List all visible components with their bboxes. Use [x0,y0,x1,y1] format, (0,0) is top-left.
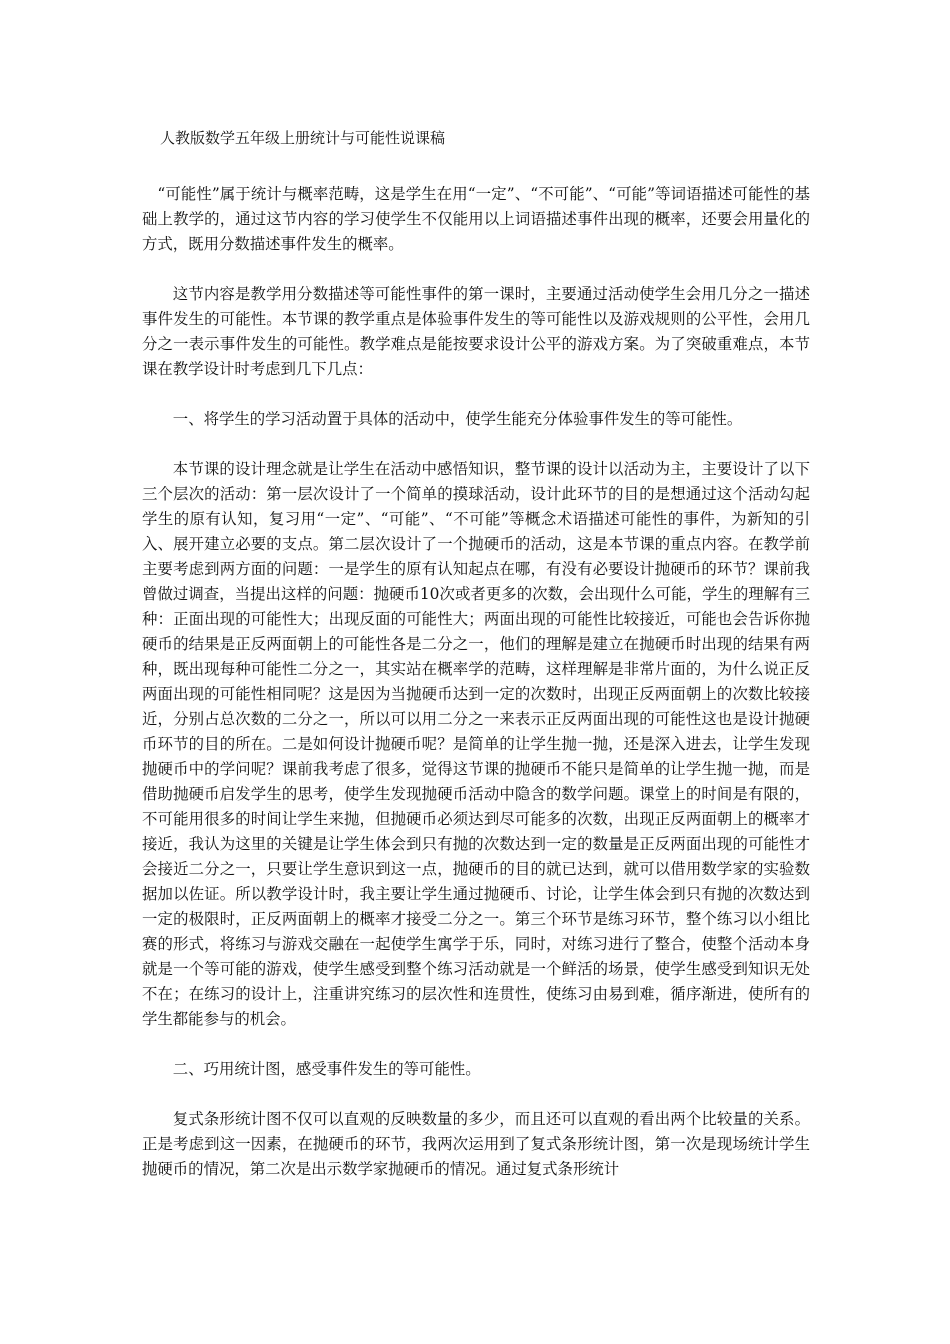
document-title: 人教版数学五年级上册统计与可能性说课稿 [160,129,446,147]
section-heading-2: 二、巧用统计图，感受事件发生的等可能性。 [172,1060,481,1078]
document-page [142,126,810,1182]
paragraph-content-overview: 这节内容是教学用分数描述等可能性事件的第一课时，主要通过活动使学生会用几分之一描述事件发生的可能性。本节课的教学重点是体验事件发生的等可能性以及游戏规则的公平性，会用几分之一表示事件发生的可能性。教学难点是能按要求设计公平的游戏方案。为了突破重难点，本节课在教学设计时考虑到几下几点： [142,285,810,378]
paragraph-statistics-chart: 复式条形统计图不仅可以直观的反映数量的多少，而且还可以直观的看出两个比较量的关系。正是考虑到这一因素，在抛硬币的环节，我两次运用到了复式条形统计图，第一次是现场统计学生抛硬币的情况，第二次是出示数学家抛硬币的情况。通过复式条形统计 [142,1110,810,1178]
paragraph-intro: “可能性”属于统计与概率范畴，这是学生在用“一定”、“不可能”、“可能”等词语描述可能性的基础上教学的，通过这节内容的学习使学生不仅能用以上词语描述事件出现的概率，还要会用量化的方式，既用分数描述事件发生的概率。 [142,185,810,253]
paragraph-activity-design: 本节课的设计理念就是让学生在活动中感悟知识，整节课的设计以活动为主，主要设计了以下三个层次的活动：第一层次设计了一个简单的摸球活动，设计此环节的目的是想通过这个活动勾起学生的原有认知，复习用“一定”、“可能”、“不可能”等概念术语描述可能性的事件，为新知的引入、展开建立必要的支点。第二层次设计了一个抛硬币的活动，这是本节课的重点内容。在教学前主要考虑到两方面的问题：一是学生的原有认知起点在哪，有没有必要设计抛硬币的环节？课前我曾做过调查，当提出这样的问题：抛硬币10次或者更多的次数，会出现什么可能，学生的理解有三种：正面出现的可能性大；出现反面的可能性大；两面出现的可能性比较接近，可能也会告诉你抛硬币的结果是正反两面朝上的可能性各是二分之一，他们的理解是建立在抛硬币时出现的结果有两种，既出现每种可能性二分之一，其实站在概率学的范畴，这样理解是非常片面的，为什么说正反两面出现的可能性相同呢？这是因为当抛硬币达到一定的次数时，出现正反两面朝上的次数比较接近，分别占总次数的二分之一，所以可以用二分之一来表示正反两面出现的可能性这也是设计抛硬币环节的目的所在。二是如何设计抛硬币呢？是简单的让学生抛一抛，还是深入进去，让学生发现抛硬币中的学问呢？课前我考虑了很多，觉得这节课的抛硬币不能只是简单的让学生抛一抛，而是借助抛硬币启发学生的思考，使学生发现抛硬币活动中隐含的数学问题。课堂上的时间是有限的，不可能用很多的时间让学生来抛，但抛硬币必须达到尽可能多的次数，出现正反两面朝上的概率才接近，我认为这里的关键是让学生体会到只有抛的次数达到一定的数量是正反两面出现的可能性才会接近二分之一，只要让学生意识到这一点，抛硬币的目的就已达到，就可以借用数学家的实验数据加以佐证。所以教学设计时，我主要让学生通过抛硬币、讨论，让学生体会到只有抛的次数达到一定的极限时，正反两面朝上的概率才接受二分之一。第三个环节是练习环节，整个练习以小组比赛的形式，将练习与游戏交融在一起使学生寓学于乐，同时，对练习进行了整合，使整个活动本身就是一个等可能的游戏，使学生感受到整个练习活动就是一个鲜活的场景，使学生感受到知识无处不在；在练习的设计上，注重讲究练习的层次性和连贯性，使练习由易到难，循序渐进，使所有的学生都能参与的机会。 [142,460,810,1028]
section-heading-1: 一、将学生的学习活动置于具体的活动中，使学生能充分体验事件发生的等可能性。 [172,410,743,428]
